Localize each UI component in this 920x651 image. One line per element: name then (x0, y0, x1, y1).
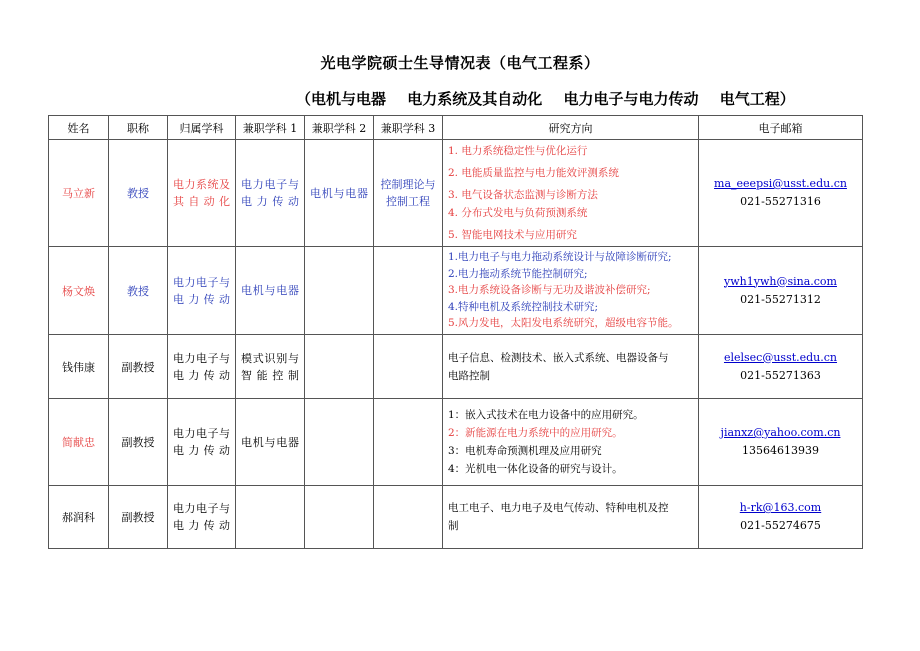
name-cell: 简献忠 (49, 399, 109, 486)
part2-cell (305, 247, 374, 335)
supervisor-table (48, 115, 863, 549)
subtitle-part: 电力系统及其自动化 (407, 90, 543, 108)
phone-number: 021-55271316 (740, 195, 821, 208)
rank-cell: 副教授 (109, 399, 168, 486)
research-cell (443, 486, 699, 549)
header-name: 姓名 (49, 116, 109, 140)
header-part1: 兼职学科 1 (236, 116, 305, 140)
discipline-cell: 电力电子与电力传动 (168, 247, 236, 335)
discipline-cell: 电力系统及其自动化 (168, 140, 236, 247)
part3-cell: 控制理论与控制工程 (374, 140, 443, 247)
part3-cell (374, 486, 443, 549)
research-item: 5. 智能电网技术与应用研究 (448, 229, 577, 241)
part1-cell: 模式识别与智能控制 (236, 335, 305, 399)
rank-cell: 副教授 (109, 486, 168, 549)
name-cell: 马立新 (49, 140, 109, 247)
research-item: 1.电力电子与电力拖动系统设计与故障诊断研究; (448, 251, 672, 264)
part2-cell (305, 486, 374, 549)
email-cell (699, 140, 863, 247)
research-item: 电工电子、电力电子及电气传动、特种电机及控 (448, 502, 669, 514)
research-item: 4. 分布式发电与负荷预测系统 (448, 207, 588, 219)
part3-cell (374, 335, 443, 399)
email-link[interactable]: jianxz@yahoo.com.cn (720, 426, 841, 439)
email-link[interactable]: h-rk@163.com (739, 501, 822, 514)
part1-cell: 电力电子与电力传动 (236, 140, 305, 247)
research-item: 5.风力发电，太阳发电系统研究，超级电容节能。 (448, 317, 679, 330)
rank-cell: 副教授 (109, 335, 168, 399)
part2-cell: 电机与电器 (305, 140, 374, 247)
research-cell (443, 247, 699, 335)
research-cell (443, 399, 699, 486)
research-cell (443, 335, 699, 399)
discipline-cell: 电力电子与电力传动 (168, 399, 236, 486)
name-cell: 杨文焕 (49, 247, 109, 335)
research-item: 电路控制 (448, 369, 490, 382)
part2-cell (305, 335, 374, 399)
research-item: 3. 电气设备状态监测与诊断方法 (448, 189, 598, 201)
email-cell (699, 335, 863, 399)
header-part3: 兼职学科 3 (374, 116, 443, 140)
header-research: 研究方向 (443, 116, 699, 140)
table-row (49, 247, 863, 335)
part3-cell (374, 247, 443, 335)
part1-cell: 电机与电器 (236, 399, 305, 486)
header-discipline: 归属学科 (168, 116, 236, 140)
table-row (49, 399, 863, 486)
name-cell: 钱伟康 (49, 335, 109, 399)
phone-number: 021-55271312 (740, 292, 821, 306)
name-cell: 郝润科 (49, 486, 109, 549)
research-item: 2.电力拖动系统节能控制研究; (448, 267, 588, 280)
email-cell (699, 399, 863, 486)
part3-cell (374, 399, 443, 486)
research-item: 4.特种电机及系统控制技术研究; (448, 300, 599, 313)
research-item: 1. 电力系统稳定性与优化运行 (448, 145, 588, 157)
subtitle-part: 电力电子与电力传动 (563, 90, 699, 108)
part1-cell: 电机与电器 (236, 247, 305, 335)
table-header-row (49, 116, 863, 140)
phone-number: 021-55274675 (740, 519, 821, 532)
research-item: 3.电力系统设备诊断与无功及谐波补偿研究; (448, 284, 651, 297)
table-row (49, 335, 863, 399)
rank-cell: 教授 (109, 140, 168, 247)
research-item: 4：光机电一体化设备的研究与设计。 (448, 463, 623, 475)
email-link[interactable]: ma_eeepsi@usst.edu.cn (714, 177, 847, 190)
research-item: 3：电机寿命预测机理及应用研究 (448, 445, 602, 457)
part2-cell (305, 399, 374, 486)
research-item: 1：嵌入式技术在电力设备中的应用研究。 (448, 409, 644, 421)
discipline-cell: 电力电子与电力传动 (168, 335, 236, 399)
email-cell (699, 486, 863, 549)
document-subtitle (296, 88, 811, 109)
subtitle-part: 电气工程） (719, 90, 795, 108)
subtitle-part: （电机与电器 (296, 90, 387, 108)
table-row (49, 140, 863, 247)
research-item: 2. 电能质量监控与电力能效评测系统 (448, 167, 619, 179)
part1-cell (236, 486, 305, 549)
research-item: 2：新能源在电力系统中的应用研究。 (448, 427, 623, 439)
header-part2: 兼职学科 2 (305, 116, 374, 140)
phone-number: 021-55271363 (740, 368, 821, 382)
discipline-cell: 电力电子与电力传动 (168, 486, 236, 549)
email-link[interactable]: ywh1ywh@sina.com (724, 274, 837, 288)
research-cell (443, 140, 699, 247)
research-item: 制 (448, 520, 459, 532)
header-rank: 职称 (109, 116, 168, 140)
table-row (49, 486, 863, 549)
document-title: 光电学院硕士生导情况表（电气工程系） (320, 54, 600, 72)
header-email: 电子邮箱 (699, 116, 863, 140)
email-cell (699, 247, 863, 335)
email-link[interactable]: elelsec@usst.edu.cn (723, 350, 838, 364)
research-item: 电子信息、检测技术、嵌入式系统、电器设备与 (448, 351, 669, 364)
rank-cell: 教授 (109, 247, 168, 335)
phone-number: 13564613939 (742, 444, 819, 457)
